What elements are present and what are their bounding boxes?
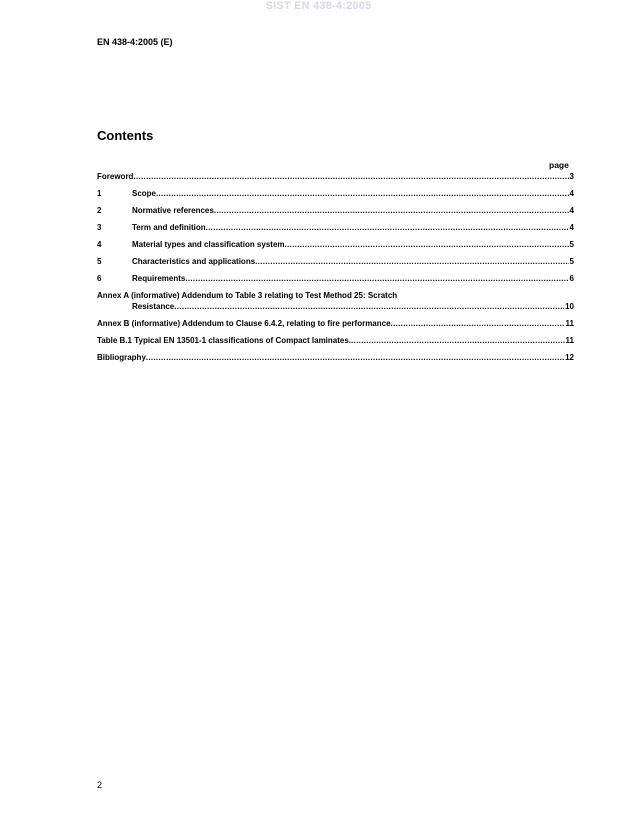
toc-entry-bibliography[interactable] (97, 352, 574, 363)
toc-entry-title: Characteristics and applications (132, 257, 256, 266)
toc-entry-title: Normative references (132, 206, 214, 215)
toc-entry-foreword[interactable] (97, 171, 574, 182)
toc-entry-title: Term and definition (132, 223, 206, 232)
toc-entry-title: Table B.1 Typical EN 13501-1 classifications of Compact laminates. (97, 336, 352, 345)
toc-entry-title: Requirements (132, 274, 186, 283)
toc-entry-number: 5 (97, 257, 102, 266)
toc-entry-number: 2 (97, 206, 102, 215)
watermark: SIST EN 438-4:2005 (265, 0, 372, 12)
toc-entry-page: 4 (569, 189, 574, 198)
page-column-label: page (549, 160, 569, 170)
page-number: 2 (97, 780, 103, 790)
toc-entry-annex-a[interactable] (97, 290, 574, 312)
toc-leader-dots (185, 273, 568, 284)
toc-entry-page: 4 (569, 223, 574, 232)
toc-entry-continuation (97, 301, 574, 312)
toc-entry-title: Scope (132, 189, 157, 198)
toc-entry-title: Bibliography (97, 353, 146, 362)
toc-entry-title: Annex B (informative) Addendum to Clause 6.4.2, relating to fire performance (97, 319, 391, 328)
toc-leader-dots (214, 205, 569, 216)
toc-entry-table-b1[interactable] (97, 335, 574, 346)
toc-leader-dots (174, 301, 564, 312)
toc-leader-dots (156, 188, 569, 199)
toc-leader-dots (285, 239, 569, 250)
toc-entry-characteristics[interactable] (97, 256, 574, 267)
toc-entry-page: 5 (569, 240, 574, 249)
toc-entry-page: 6 (569, 274, 574, 283)
toc-entry-material-types[interactable] (97, 239, 574, 250)
toc-entry-page: 11 (565, 336, 574, 345)
toc-leader-dots (133, 171, 568, 182)
toc-leader-dots (391, 318, 565, 329)
toc-entry-page: 5 (569, 257, 574, 266)
contents-title: Contents (97, 128, 154, 143)
toc-entry-number: 3 (97, 223, 102, 232)
toc-entry-title-continued: Resistance (132, 302, 175, 311)
toc-entry-page: 4 (569, 206, 574, 215)
toc-entry-page: 11 (565, 319, 574, 328)
toc-leader-dots (351, 335, 565, 346)
toc-entry-title: Annex A (informative) Addendum to Table 3 relating to Test Method 25: Scratch (97, 291, 398, 300)
toc-entry-number: 6 (97, 274, 102, 283)
toc-leader-dots (255, 256, 568, 267)
toc-entry-title: Material types and classification system (132, 240, 285, 249)
toc-entry-number: 4 (97, 240, 102, 249)
table-of-contents (97, 171, 574, 363)
toc-leader-dots (146, 352, 564, 363)
toc-entry-title: Foreword (97, 172, 134, 181)
toc-entry-number: 1 (97, 189, 102, 198)
toc-entry-page: 12 (565, 353, 574, 362)
toc-entry-page: 10 (565, 302, 574, 311)
toc-leader-dots (206, 222, 569, 233)
toc-entry-page: 3 (569, 172, 574, 181)
toc-entry-annex-b[interactable] (97, 318, 574, 329)
toc-entry-requirements[interactable] (97, 273, 574, 284)
document-id: EN 438-4:2005 (E) (97, 37, 173, 47)
toc-entry-normative-references[interactable] (97, 205, 574, 216)
toc-entry-scope[interactable] (97, 188, 574, 199)
toc-entry-term-and-definition[interactable] (97, 222, 574, 233)
